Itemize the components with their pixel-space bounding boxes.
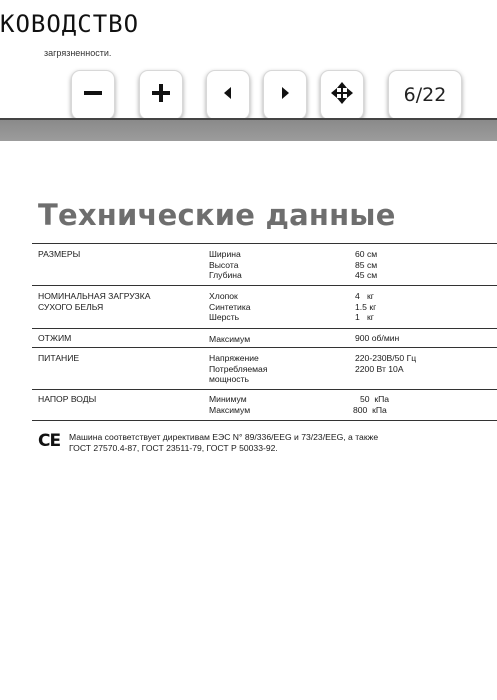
row-param: Шерсть [209,312,240,322]
table-rule [32,389,497,390]
row-param: мощность [209,374,249,384]
row-value: 900 об/мин [355,333,400,343]
row-value: 50 кПа [360,394,390,404]
row-param: Напряжение [209,353,259,363]
ce-mark: CE [38,431,61,451]
row-label: ОТЖИМ [38,333,72,343]
row-param: Ширина [209,249,241,259]
row-value: 60 см [355,249,378,259]
document-header-title: КОВОДСТВО [0,10,140,38]
row-label: ПИТАНИЕ [38,353,80,363]
table-rule [32,285,497,286]
table-rule [32,243,497,244]
compliance-line: Машина соответствует директивам ЕЭС N° 89/336/EEG и 73/23/EEG, а также [69,432,379,442]
row-param: Максимум [209,334,251,344]
page-title: Технические данные [38,198,396,232]
viewer-gray-bar [0,120,497,141]
row-value: 1.5 кг [355,301,377,312]
previous-page-button[interactable] [206,70,250,120]
table-rule [32,420,497,421]
compliance-line: ГОСТ 27570.4-87, ГОСТ 23511-79, ГОСТ Р 50033-92. [69,443,278,453]
row-label: СУХОГО БЕЛЬЯ [38,301,104,312]
row-label: НОМИНАЛЬНАЯ ЗАГРУЗКА [38,291,151,301]
table-rule [32,328,497,329]
row-value: 45 см [355,270,378,280]
row-param: Высота [209,259,239,270]
page-indicator: 6/22 [388,70,462,120]
minus-icon [83,83,103,108]
row-value: 4 кг [355,291,374,301]
zoom-in-button[interactable] [139,70,183,120]
zoom-out-button[interactable] [71,70,115,120]
row-value: 85 см [355,259,378,270]
compliance-note [69,432,378,454]
row-value: 220-230В/50 Гц [355,353,417,363]
row-param: Минимум [209,394,247,404]
row-label: РАЗМЕРЫ [38,249,81,259]
move-arrows-icon [331,82,353,109]
row-value: 800 кПа [353,404,387,415]
row-value: 2200 Вт 10А [355,363,404,374]
triangle-left-icon [222,86,234,105]
triangle-right-icon [279,86,291,105]
row-param: Хлопок [209,291,238,301]
table-rule [32,347,497,348]
move-button[interactable] [320,70,364,120]
row-param: Глубина [209,270,242,280]
row-param: Потребляемая [209,363,268,374]
row-param: Максимум [209,404,251,415]
document-page [0,141,497,700]
plus-icon [151,83,171,108]
row-value: 1 кг [355,312,374,322]
row-label: НАПОР ВОДЫ [38,394,97,404]
viewer-toolbar [0,70,497,122]
previous-page-text: загрязненности. [44,48,112,58]
row-param: Синтетика [209,301,251,312]
next-page-button[interactable] [263,70,307,120]
